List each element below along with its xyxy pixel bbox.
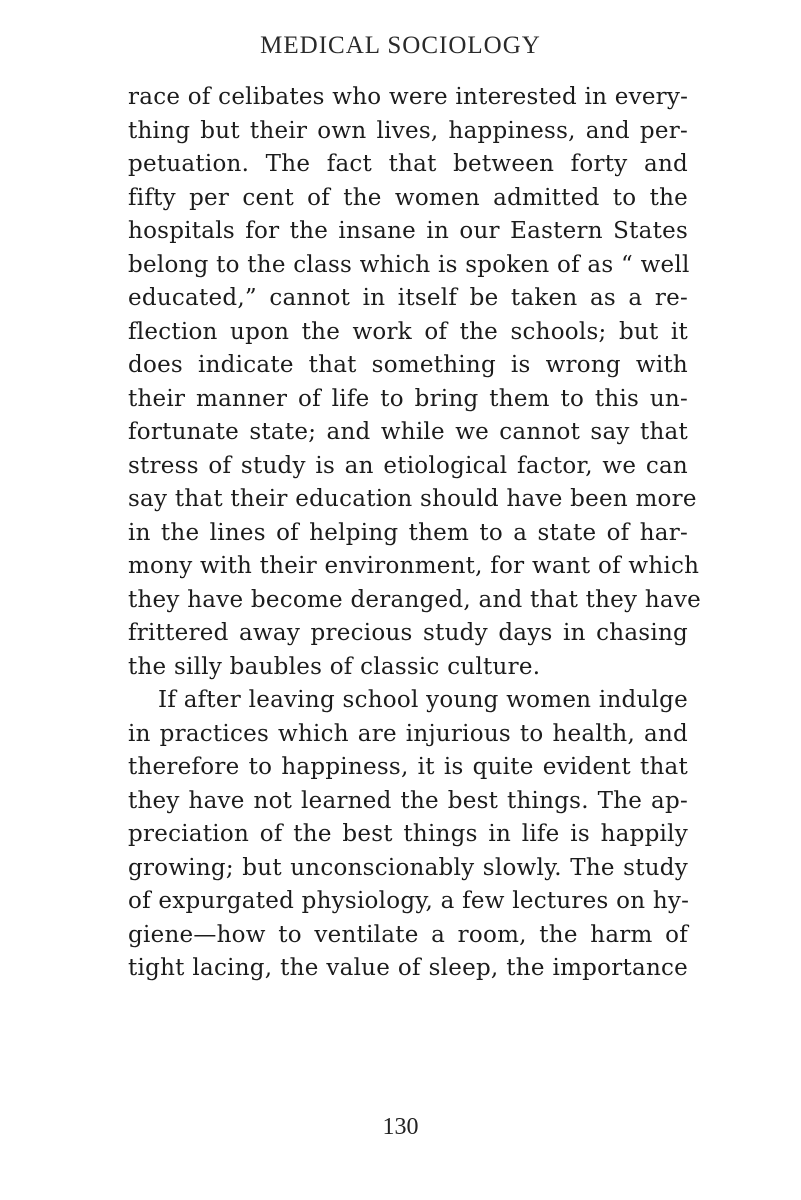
text-line: in practices which are injurious to health, and <box>128 720 688 747</box>
paragraph-start-line: If after leaving school young women indulge <box>158 687 688 713</box>
text-line: they have become deranged, and that they have <box>128 586 701 613</box>
text-line: frittered away precious study days in chasing <box>128 620 688 646</box>
text-line: petuation. The fact that between forty and <box>128 151 688 177</box>
text-line: their manner of life to bring them to this un- <box>128 385 688 412</box>
text-line: giene—how to ventilate a room, the harm of <box>128 921 688 948</box>
text-line: preciation of the best things in life is happily <box>128 821 688 847</box>
paragraph-end-line: the silly baubles of classic culture. <box>128 653 541 680</box>
page-number: 130 <box>382 1114 419 1140</box>
text-line: growing; but unconscionably slowly. The study <box>128 854 688 881</box>
body-text <box>128 81 701 986</box>
text-line: does indicate that something is wrong with <box>128 352 688 378</box>
text-line: hospitals for the insane in our Eastern States <box>128 218 688 244</box>
text-line: they have not learned the best things. The ap- <box>128 787 688 814</box>
text-line: flection upon the work of the schools; but it <box>128 318 688 345</box>
text-line: mony with their environment, for want of which <box>128 553 700 579</box>
text-line: fortunate state; and while we cannot say that <box>128 419 688 445</box>
text-line: stress of study is an etiological factor, we can <box>128 452 688 479</box>
text-line: tight lacing, the value of sleep, the importance <box>128 955 688 981</box>
text-line: of expurgated physiology, a few lectures on hy- <box>128 888 690 914</box>
text-line: race of celibates who were interested in every- <box>128 84 689 110</box>
text-line: thing but their own lives, happiness, and per- <box>128 117 688 144</box>
text-line: belong to the class which is spoken of as “ well <box>128 251 690 278</box>
text-line: say that their education should have been more <box>128 486 697 512</box>
text-line: in the lines of helping them to a state of har- <box>128 519 688 546</box>
text-line: therefore to happiness, it is quite evident that <box>128 754 688 780</box>
text-line: educated,” cannot in itself be taken as a re- <box>128 285 688 311</box>
text-line: fifty per cent of the women admitted to the <box>128 184 688 211</box>
running-head: MEDICAL SOCIOLOGY <box>260 32 541 59</box>
